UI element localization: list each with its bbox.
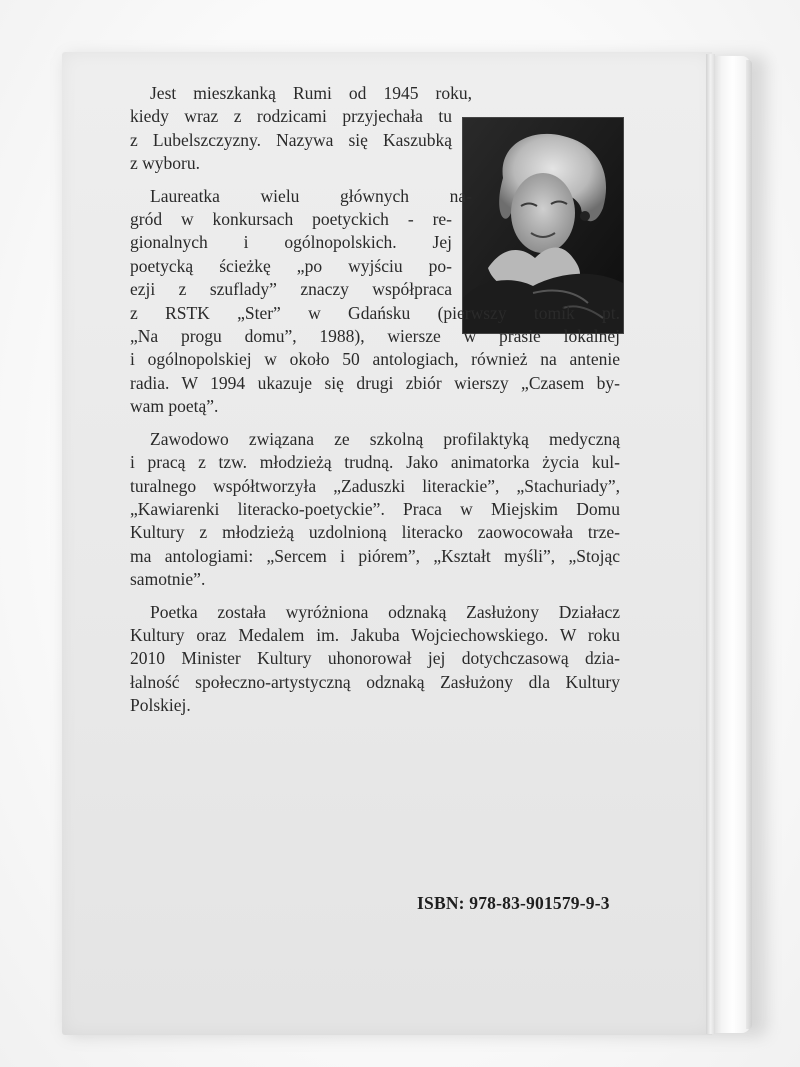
bio-line: Kultury oraz Medalem im. Jakuba Wojciechowskiego. W roku: [130, 624, 620, 645]
book-hinge: [706, 54, 715, 1034]
bio-line: „Na progu domu”, 1988), wiersze w prasie lokalnej: [130, 326, 620, 347]
bio-line: z Lubelszczyzny. Nazywa się Kaszubką: [130, 129, 452, 150]
bio-line: poetycką ścieżkę „po wyjściu po-: [130, 255, 452, 276]
bio-line: Polskiej.: [130, 695, 191, 716]
bio-line: gród w konkursach poetyckich - re-: [130, 209, 452, 230]
bio-line: Kultury z młodzieżą uzdolnioną literacko zaowocowała trze-: [130, 522, 620, 543]
bio-line: ezji z szuflady” znaczy współpraca: [130, 279, 452, 300]
book-page-edge: [746, 60, 752, 1029]
bio-line: łalność społeczno-artystyczną odznaką Zasłużony dla Kultury: [130, 671, 620, 692]
bio-line: radia. W 1994 ukazuje się drugi zbiór wierszy „Czasem by-: [130, 372, 620, 393]
biography-text: [130, 82, 620, 718]
book-spine: [712, 56, 750, 1033]
bio-line: Poetka została wyróżniona odznaką Zasłużony Działacz: [150, 601, 620, 622]
bio-line: Zawodowo związana ze szkolną profilaktyką medyczną: [150, 428, 620, 449]
bio-line: samotnie”.: [130, 569, 206, 590]
bio-line: ma antologiami: „Sercem i piórem”, „Kształt myśli”, „Stojąc: [130, 545, 620, 566]
bio-line: i pracą z tzw. młodzieżą trudną. Jako animatorka życia kul-: [130, 452, 620, 473]
bio-line: z wyboru.: [130, 153, 200, 174]
bio-line: wam poetą”.: [130, 396, 219, 417]
bio-line: i ogólnopolskiej w około 50 antologiach, również na antenie: [130, 349, 620, 370]
bio-line: turalnego współtworzyła „Zaduszki literackie”, „Stachuriady”,: [130, 475, 620, 496]
bio-line: z RSTK „Ster” w Gdańsku (pierwszy tomik pt.: [130, 302, 620, 323]
bio-line: gionalnych i ogólnopolskich. Jej: [130, 232, 452, 253]
bio-line: kiedy wraz z rodzicami przyjechała tu: [130, 106, 452, 127]
bio-line: Laureatka wielu głównych na-: [150, 185, 472, 206]
isbn-label: ISBN: 978-83-901579-9-3: [417, 893, 610, 913]
bio-line: Jest mieszkanką Rumi od 1945 roku,: [150, 83, 472, 103]
bio-line: „Kawiarenki literacko-poetyckie”. Praca w Miejskim Domu: [130, 498, 620, 519]
bio-line: 2010 Minister Kultury uhonorował jej dotychczasową dzia-: [130, 648, 620, 669]
